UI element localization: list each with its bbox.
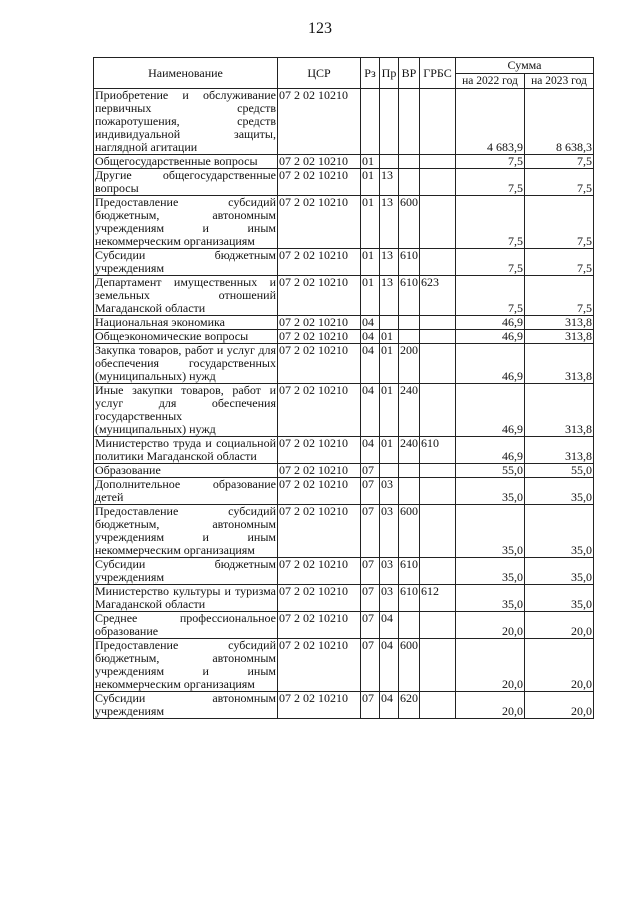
row-grbs [420,505,456,558]
table-row [94,155,594,169]
row-sum-2022: 35,0 [456,478,525,505]
row-csr: 07 2 02 10210 [278,692,361,719]
row-sum-2022: 35,0 [456,505,525,558]
row-name: Департамент имущественных и земельных отношений Магаданской области [95,275,276,315]
table-row [94,249,594,276]
row-csr: 07 2 02 10210 [278,89,361,155]
header-name: Наименование [94,58,278,89]
row-rz: 07 [361,558,380,585]
row-sum-2023: 20,0 [525,639,594,692]
header-vr: ВР [399,58,420,89]
budget-table [93,57,594,719]
row-name: Иные закупки товаров, работ и услуг для обеспечения государственных (муниципальных) нужд [95,383,276,436]
row-pr: 04 [380,612,399,639]
row-csr: 07 2 02 10210 [278,316,361,330]
row-sum-2022: 35,0 [456,585,525,612]
row-name: Среднее профессиональное образование [95,611,276,638]
row-pr: 04 [380,692,399,719]
header-sum: Сумма [456,58,594,74]
row-vr [399,89,420,155]
row-vr [399,612,420,639]
row-sum-2023: 313,8 [525,384,594,437]
row-vr: 600 [399,505,420,558]
row-sum-2023: 35,0 [525,478,594,505]
row-name: Субсидии автономным учреждениям [95,691,276,718]
header-year-2023: на 2023 год [525,74,594,89]
row-name: Предоставление субсидий бюджетным, автономным учреждениям и иным некоммерческим организациям [95,638,276,691]
row-grbs [420,384,456,437]
row-pr: 01 [380,437,399,464]
row-rz: 07 [361,478,380,505]
row-sum-2023: 7,5 [525,276,594,316]
row-sum-2022: 46,9 [456,316,525,330]
table-row [94,437,594,464]
row-rz: 04 [361,316,380,330]
table-row [94,384,594,437]
row-pr: 13 [380,249,399,276]
table-row [94,478,594,505]
row-vr [399,169,420,196]
row-grbs [420,464,456,478]
row-sum-2022: 7,5 [456,155,525,169]
row-rz: 04 [361,330,380,344]
row-grbs [420,639,456,692]
row-vr: 610 [399,249,420,276]
row-sum-2023: 7,5 [525,249,594,276]
row-name: Дополнительное образование детей [95,477,276,504]
row-grbs: 610 [420,437,456,464]
row-sum-2023: 35,0 [525,558,594,585]
row-grbs [420,330,456,344]
row-rz [361,89,380,155]
row-vr: 610 [399,276,420,316]
row-sum-2023: 7,5 [525,169,594,196]
row-grbs [420,344,456,384]
row-vr: 610 [399,558,420,585]
row-rz: 01 [361,155,380,169]
row-sum-2022: 7,5 [456,276,525,316]
row-sum-2022: 46,9 [456,344,525,384]
row-sum-2022: 35,0 [456,558,525,585]
header-year-2022: на 2022 год [456,74,525,89]
row-pr: 13 [380,169,399,196]
header-rz: Рз [361,58,380,89]
row-grbs [420,169,456,196]
table-row [94,276,594,316]
row-rz: 01 [361,276,380,316]
row-sum-2023: 313,8 [525,330,594,344]
row-grbs [420,692,456,719]
page-number: 123 [308,20,332,37]
row-csr: 07 2 02 10210 [278,276,361,316]
row-grbs [420,558,456,585]
row-csr: 07 2 02 10210 [278,196,361,249]
row-name: Министерство культуры и туризма Магаданской области [95,584,276,611]
row-grbs: 623 [420,276,456,316]
row-pr: 01 [380,384,399,437]
row-sum-2022: 46,9 [456,330,525,344]
row-sum-2023: 55,0 [525,464,594,478]
row-pr: 03 [380,558,399,585]
table-row [94,196,594,249]
row-pr: 01 [380,344,399,384]
row-grbs [420,612,456,639]
row-grbs [420,89,456,155]
row-rz: 07 [361,692,380,719]
row-pr [380,89,399,155]
row-sum-2023: 20,0 [525,612,594,639]
row-pr: 04 [380,639,399,692]
row-sum-2022: 20,0 [456,639,525,692]
row-name: Предоставление субсидий бюджетным, автономным учреждениям и иным некоммерческим организациям [95,504,276,557]
row-sum-2022: 7,5 [456,196,525,249]
row-sum-2023: 313,8 [525,316,594,330]
row-sum-2023: 8 638,3 [525,89,594,155]
row-name: Общеэкономические вопросы [94,330,278,344]
row-vr [399,464,420,478]
row-pr: 13 [380,196,399,249]
row-csr: 07 2 02 10210 [278,330,361,344]
row-csr: 07 2 02 10210 [278,464,361,478]
row-rz: 07 [361,505,380,558]
row-sum-2022: 4 683,9 [456,89,525,155]
row-rz: 04 [361,437,380,464]
row-vr: 240 [399,437,420,464]
row-pr: 03 [380,478,399,505]
row-csr: 07 2 02 10210 [278,639,361,692]
row-grbs [420,478,456,505]
row-grbs [420,155,456,169]
row-sum-2022: 46,9 [456,384,525,437]
table-row [94,316,594,330]
header-csr: ЦСР [278,58,361,89]
row-vr: 600 [399,639,420,692]
row-rz: 01 [361,249,380,276]
row-name: Министерство труда и социальной политики Магаданской области [95,436,276,463]
row-sum-2022: 7,5 [456,169,525,196]
row-rz: 07 [361,464,380,478]
row-csr: 07 2 02 10210 [278,249,361,276]
row-vr: 200 [399,344,420,384]
row-csr: 07 2 02 10210 [278,612,361,639]
row-vr: 600 [399,196,420,249]
row-vr: 610 [399,585,420,612]
row-grbs [420,196,456,249]
row-sum-2023: 20,0 [525,692,594,719]
row-name: Субсидии бюджетным учреждениям [95,248,276,275]
header-grbs: ГРБС [420,58,456,89]
table-header [94,58,594,89]
table-row [94,505,594,558]
table-row [94,330,594,344]
table-body [94,89,594,719]
table-row [94,89,594,155]
row-sum-2023: 7,5 [525,155,594,169]
row-csr: 07 2 02 10210 [278,478,361,505]
row-csr: 07 2 02 10210 [278,558,361,585]
row-vr [399,478,420,505]
row-sum-2022: 46,9 [456,437,525,464]
row-pr [380,155,399,169]
row-csr: 07 2 02 10210 [278,384,361,437]
row-pr: 13 [380,276,399,316]
row-sum-2023: 35,0 [525,505,594,558]
row-rz: 04 [361,344,380,384]
header-pr: Пр [380,58,399,89]
row-name: Другие общегосударственные вопросы [95,168,276,195]
row-pr [380,464,399,478]
row-grbs [420,316,456,330]
row-vr [399,316,420,330]
row-rz: 07 [361,585,380,612]
row-pr [380,316,399,330]
row-name: Предоставление субсидий бюджетным, автономным учреждениям и иным некоммерческим организациям [95,195,276,248]
row-rz: 01 [361,169,380,196]
table-row [94,558,594,585]
row-vr: 240 [399,384,420,437]
row-csr: 07 2 02 10210 [278,169,361,196]
row-sum-2022: 55,0 [456,464,525,478]
table-row [94,464,594,478]
row-csr: 07 2 02 10210 [278,155,361,169]
row-sum-2023: 35,0 [525,585,594,612]
row-name: Приобретение и обслуживание первичных средств пожаротушения, средств индивидуальной защиты, наглядной агитации [95,88,276,154]
row-rz: 07 [361,612,380,639]
row-csr: 07 2 02 10210 [278,437,361,464]
row-grbs [420,249,456,276]
row-name: Субсидии бюджетным учреждениям [95,557,276,584]
row-pr: 01 [380,330,399,344]
row-sum-2022: 20,0 [456,612,525,639]
row-name: Закупка товаров, работ и услуг для обеспечения государственных (муниципальных) нужд [95,343,276,383]
row-sum-2022: 20,0 [456,692,525,719]
row-sum-2023: 313,8 [525,437,594,464]
row-vr: 620 [399,692,420,719]
row-sum-2022: 7,5 [456,249,525,276]
row-csr: 07 2 02 10210 [278,344,361,384]
table-row [94,169,594,196]
row-rz: 04 [361,384,380,437]
row-grbs: 612 [420,585,456,612]
table-row [94,585,594,612]
table-row [94,612,594,639]
table-row [94,692,594,719]
row-vr [399,330,420,344]
row-name: Образование [94,464,278,478]
row-csr: 07 2 02 10210 [278,585,361,612]
row-pr: 03 [380,585,399,612]
table-row [94,344,594,384]
row-rz: 07 [361,639,380,692]
row-vr [399,155,420,169]
row-name: Общегосударственные вопросы [94,155,278,169]
row-sum-2023: 7,5 [525,196,594,249]
row-rz: 01 [361,196,380,249]
row-sum-2023: 313,8 [525,344,594,384]
table-row [94,639,594,692]
row-pr: 03 [380,505,399,558]
row-name: Национальная экономика [94,316,278,330]
row-csr: 07 2 02 10210 [278,505,361,558]
